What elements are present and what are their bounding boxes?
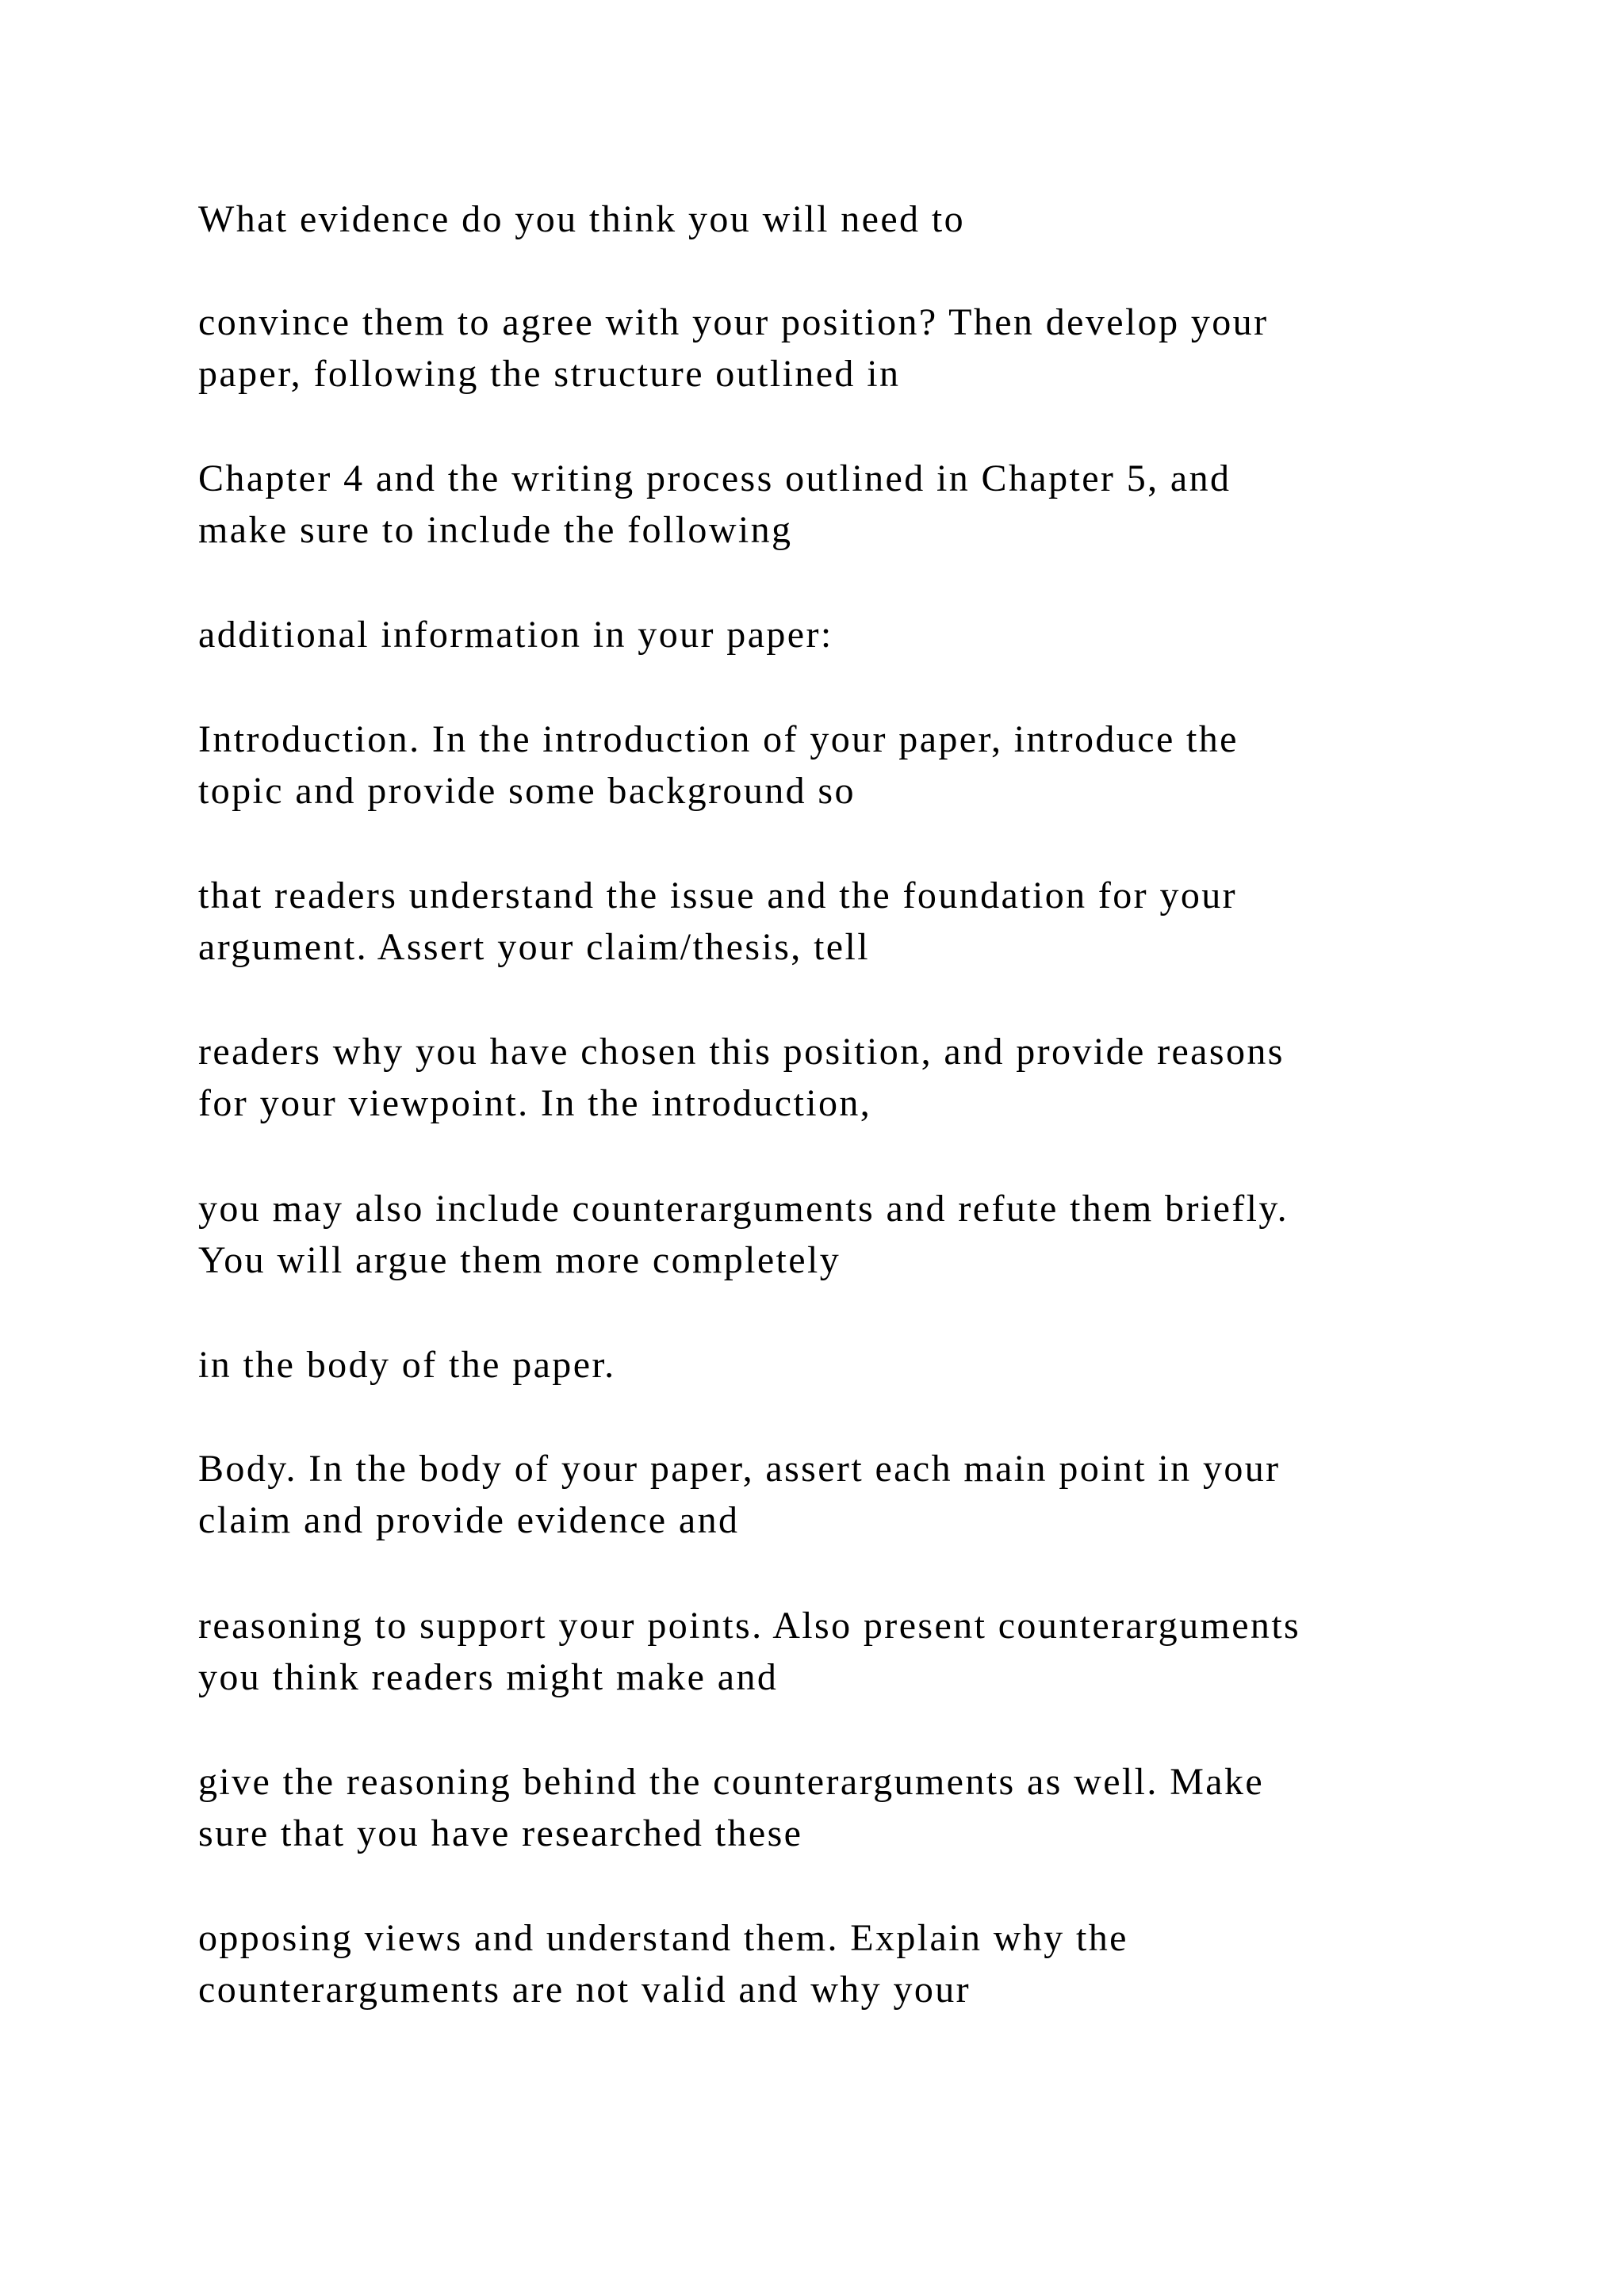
paragraph-line: you may also include counterarguments and refute them briefly. [198,1188,1289,1230]
paragraph-8 [198,1183,1546,1286]
paragraph-line: Chapter 4 and the writing process outlined in Chapter 5, and [198,457,1231,499]
paragraph-line: You will argue them more completely [198,1239,841,1281]
paragraph-line: give the reasoning behind the counterarguments as well. Make [198,1761,1265,1803]
paragraph-line: topic and provide some background so [198,770,856,812]
paragraph-line: reasoning to support your points. Also present counterarguments [198,1605,1301,1647]
paragraph-line: paper, following the structure outlined in [198,353,901,395]
paragraph-13 [198,1912,1546,2015]
paragraph-line: opposing views and understand them. Explain why the [198,1917,1128,1959]
paragraph-line: additional information in your paper: [198,614,833,656]
paragraph-6 [198,870,1546,973]
paragraph-line: in the body of the paper. [198,1344,616,1386]
paragraph-line: for your viewpoint. In the introduction, [198,1082,872,1124]
paragraph-line: counterarguments are not valid and why your [198,1969,971,2011]
paragraph-9 [198,1339,1546,1391]
paragraph-line: sure that you have researched these [198,1812,803,1854]
paragraph-line: What evidence do you think you will need to [198,198,965,240]
paragraph-7 [198,1026,1546,1129]
paragraph-line: Introduction. In the introduction of your paper, introduce the [198,718,1239,760]
paragraph-line: you think readers might make and [198,1656,779,1698]
paragraph-1 [198,193,1546,245]
paragraph-5 [198,714,1546,817]
paragraph-line: Body. In the body of your paper, assert each main point in your [198,1448,1281,1490]
paragraph-11 [198,1600,1546,1703]
paragraph-10 [198,1443,1546,1546]
paragraph-line: that readers understand the issue and the foundation for your [198,874,1238,916]
paragraph-12 [198,1756,1546,1859]
paragraph-line: argument. Assert your claim/thesis, tell [198,926,870,968]
paragraph-4 [198,609,1546,660]
paragraph-line: convince them to agree with your position? Then develop your [198,301,1269,343]
paragraph-2 [198,297,1546,400]
paragraph-line: readers why you have chosen this position, and provide reasons [198,1031,1285,1073]
paragraph-3 [198,453,1546,556]
paragraph-line: make sure to include the following [198,509,793,551]
paragraph-line: claim and provide evidence and [198,1499,740,1541]
